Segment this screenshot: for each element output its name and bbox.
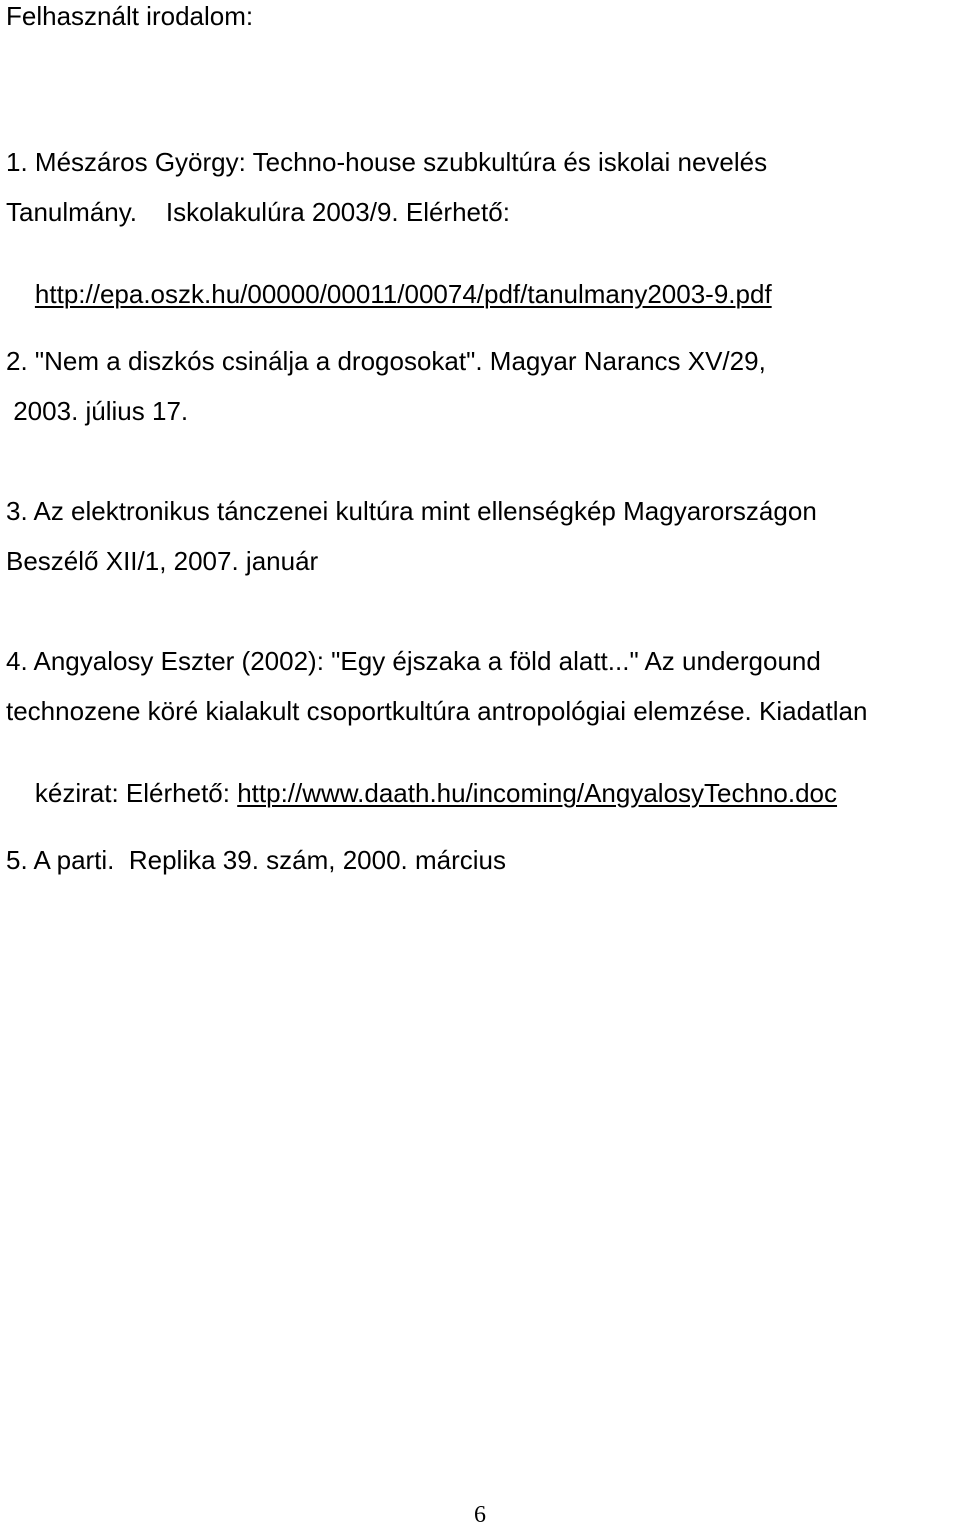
page-number: 6 [474,1502,486,1528]
reference-2-line-1: 2. "Nem a diszkós csinálja a drogosokat". Magyar Narancs XV/29, [6,346,766,376]
reference-1-link-row [6,246,772,342]
reference-3-line-1: 3. Az elektronikus tánczenei kultúra mint ellenségkép Magyarországon [6,496,817,526]
reference-5-line-1: 5. A parti. Replika 39. szám, 2000. március [6,845,507,875]
reference-1-line-1: 1. Mészáros György: Techno-house szubkultúra és iskolai nevelés [6,147,768,177]
reference-4-line-2: technozene köré kialakult csoportkultúra antropológiai elemzése. Kiadatlan [6,696,868,726]
reference-2-line-2: 2003. július 17. [6,396,189,426]
reference-1-link[interactable]: http://epa.oszk.hu/00000/00011/00074/pdf/tanulmany2003-9.pdf [34,279,772,309]
reference-4-link-row [6,745,837,841]
reference-4-link[interactable]: http://www.daath.hu/incoming/AngyalosyTechno.doc [237,778,838,808]
page-heading: Felhasznált irodalom: [6,1,254,31]
reference-3-line-2: Beszélő XII/1, 2007. január [6,546,319,576]
reference-1-line-2: Tanulmány. Iskolakulúra 2003/9. Elérhető: [6,197,510,227]
reference-4-line-1: 4. Angyalosy Eszter (2002): "Egy éjszaka a föld alatt..." Az undergound [6,646,821,676]
reference-4-link-prefix: kézirat: Elérhető: [34,778,238,808]
